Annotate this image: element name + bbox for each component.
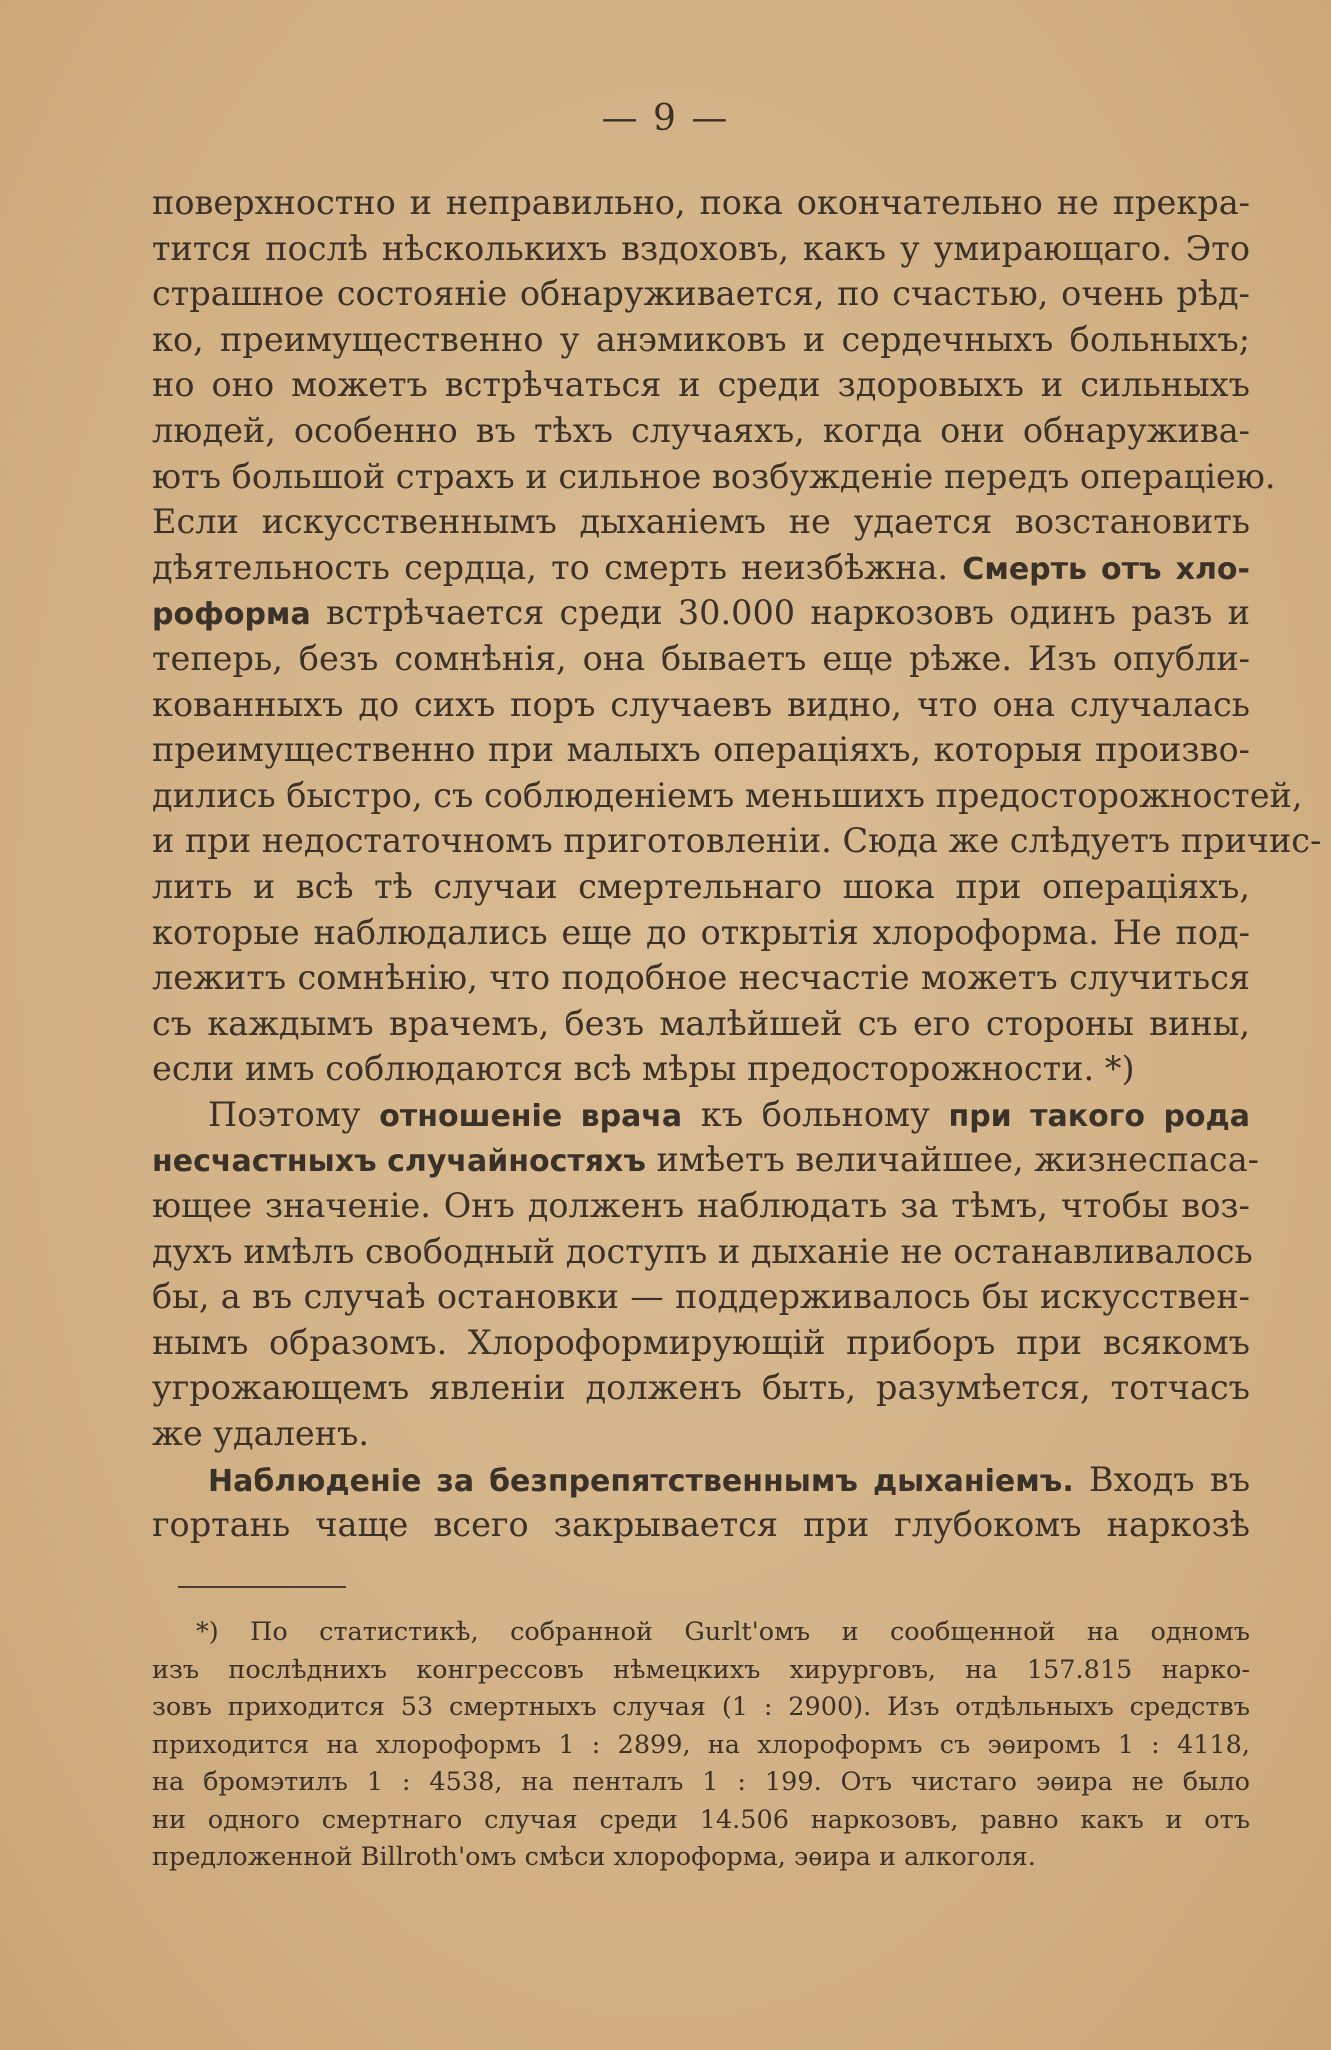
text-line — [152, 271, 1250, 317]
text-line — [152, 636, 1250, 682]
bold-phrase: роформа — [152, 597, 311, 633]
text-line — [152, 864, 1250, 910]
footnote — [152, 1614, 1250, 1877]
text-line — [152, 682, 1250, 728]
bold-phrase: несчастныхъ случайностяхъ — [152, 1144, 646, 1180]
text-segment: преимущественно при малыхъ операціяхъ, которыя произво- — [152, 730, 1250, 770]
text-segment: если имъ соблюдаются всѣ мѣры предосторожности. *) — [152, 1049, 1135, 1089]
text-line — [152, 727, 1250, 773]
text-segment: же удаленъ. — [152, 1414, 369, 1454]
text-segment: къ больному — [682, 1094, 949, 1134]
text-line — [152, 1365, 1250, 1411]
text-segment: кованныхъ до сихъ поръ случаевъ видно, что она случалась — [152, 684, 1250, 724]
text-segment: угрожающемъ явленіи долженъ быть, разумѣется, тотчасъ — [152, 1368, 1250, 1408]
text-segment: лить и всѣ тѣ случаи смертельнаго шока при операціяхъ, — [152, 866, 1250, 906]
footnote-line: изъ послѣднихъ конгрессовъ нѣмецкихъ хирурговъ, на 157.815 нарко- — [152, 1654, 1250, 1685]
footnote-line: ни одного смертнаго случая среди 14.506 наркозовъ, равно какъ и отъ — [152, 1804, 1250, 1835]
text-segment: поверхностно и неправильно, пока окончательно не прекра- — [152, 183, 1250, 222]
text-line — [152, 773, 1303, 819]
footnote-line: на бромэтилъ 1 : 4538, на пенталъ 1 : 199. Отъ чистаго эѳира не было — [152, 1767, 1250, 1797]
text-line — [152, 1137, 1259, 1183]
page-number: — 9 — — [601, 98, 730, 139]
text-segment: лежитъ сомнѣнію, что подобное несчастіе можетъ случиться — [152, 958, 1250, 998]
text-segment: страшное состояніе обнаруживается, по счастью, очень рѣд- — [152, 274, 1250, 314]
text-segment: имѣетъ величайшее, жизнеспаса- — [645, 1140, 1259, 1180]
text-line — [152, 590, 1250, 636]
text-line — [152, 1274, 1250, 1320]
text-line — [152, 1183, 1250, 1229]
text-line — [152, 1046, 1250, 1092]
text-line — [152, 1320, 1250, 1366]
text-segment: гортань чаще всего закрывается при глубокомъ наркозѣ — [152, 1505, 1250, 1545]
text-segment: ютъ большой страхъ и сильное возбужденіе передъ операціею. — [152, 456, 1276, 496]
text-line — [152, 1411, 1250, 1457]
text-line — [152, 317, 1250, 363]
footnote-line: приходится на хлороформъ 1 : 2899, на хлороформъ съ эѳиромъ 1 : 4118, — [152, 1729, 1250, 1760]
footnote-line: *) По статистикѣ, собранной Gurlt'омъ и сообщенной на одномъ — [196, 1617, 1250, 1647]
text-line — [152, 408, 1250, 454]
text-segment: дились быстро, съ соблюденіемъ меньшихъ предосторожностей, — [152, 775, 1303, 815]
text-segment: нымъ образомъ. Хлороформирующій приборъ при всякомъ — [152, 1322, 1250, 1362]
text-line — [152, 1502, 1250, 1548]
text-segment: духъ имѣлъ свободный доступъ и дыханіе не останавливалось — [152, 1231, 1253, 1271]
text-segment: Если искусственнымъ дыханіемъ не удается возстановить — [152, 502, 1250, 542]
text-line — [152, 1092, 1250, 1138]
text-segment: бы, а въ случаѣ остановки — поддерживалось бы искусствен- — [152, 1277, 1250, 1317]
text-segment: людей, особенно въ тѣхъ случаяхъ, когда они обнаружива- — [152, 410, 1250, 450]
text-segment: ющее значеніе. Онъ долженъ наблюдать за тѣмъ, чтобы воз- — [152, 1186, 1250, 1226]
text-line — [152, 226, 1250, 272]
text-segment: но оно можетъ встрѣчаться и среди здоровыхъ и сильныхъ — [152, 365, 1250, 405]
footnote-line: предложенной Billroth'омъ смѣси хлороформа, эѳира и алкоголя. — [152, 1842, 1036, 1872]
text-segment: теперь, безъ сомнѣнія, она бываетъ еще рѣже. Изъ опубли- — [152, 638, 1250, 678]
text-line — [152, 1457, 1250, 1503]
text-line — [152, 1229, 1253, 1275]
text-segment: дѣятельность сердца, то смерть неизбѣжна. — [152, 547, 963, 587]
text-line — [152, 910, 1250, 956]
text-line — [152, 499, 1250, 545]
text-line — [152, 818, 1322, 864]
text-segment: съ каждымъ врачемъ, безъ малѣйшей съ его стороны вины, — [152, 1003, 1250, 1043]
bold-phrase: Наблюденіе за безпрепятственнымъ дыханіемъ. — [208, 1463, 1074, 1499]
bold-phrase: Смерть отъ хло- — [962, 551, 1250, 587]
text-line — [152, 362, 1250, 408]
bold-phrase: при такого рода — [948, 1098, 1251, 1134]
text-segment: и при недостаточномъ приготовленіи. Сюда же слѣдуетъ причис- — [152, 821, 1322, 861]
text-segment: Входъ въ — [1073, 1459, 1251, 1499]
text-line — [152, 180, 1250, 226]
footnote-rule — [178, 1586, 346, 1588]
text-line — [152, 955, 1250, 1001]
text-line — [152, 454, 1276, 500]
text-line — [152, 545, 1250, 591]
text-segment: тится послѣ нѣсколькихъ вздоховъ, какъ у умирающаго. Это — [152, 228, 1250, 268]
text-segment: ко, преимущественно у анэмиковъ и сердечныхъ больныхъ; — [152, 319, 1250, 359]
footnote-line: зовъ приходится 53 смертныхъ случая (1 : 2900). Изъ отдѣльныхъ средствъ — [152, 1692, 1250, 1722]
bold-phrase: отношеніе врача — [379, 1098, 683, 1134]
text-line — [152, 1001, 1250, 1047]
text-segment: Поэтому — [208, 1094, 380, 1134]
main-text — [152, 180, 1322, 1548]
text-segment: встрѣчается среди 30.000 наркозовъ одинъ разъ и — [310, 593, 1250, 633]
text-segment: которые наблюдались еще до открытія хлороформа. Не под- — [152, 912, 1250, 952]
